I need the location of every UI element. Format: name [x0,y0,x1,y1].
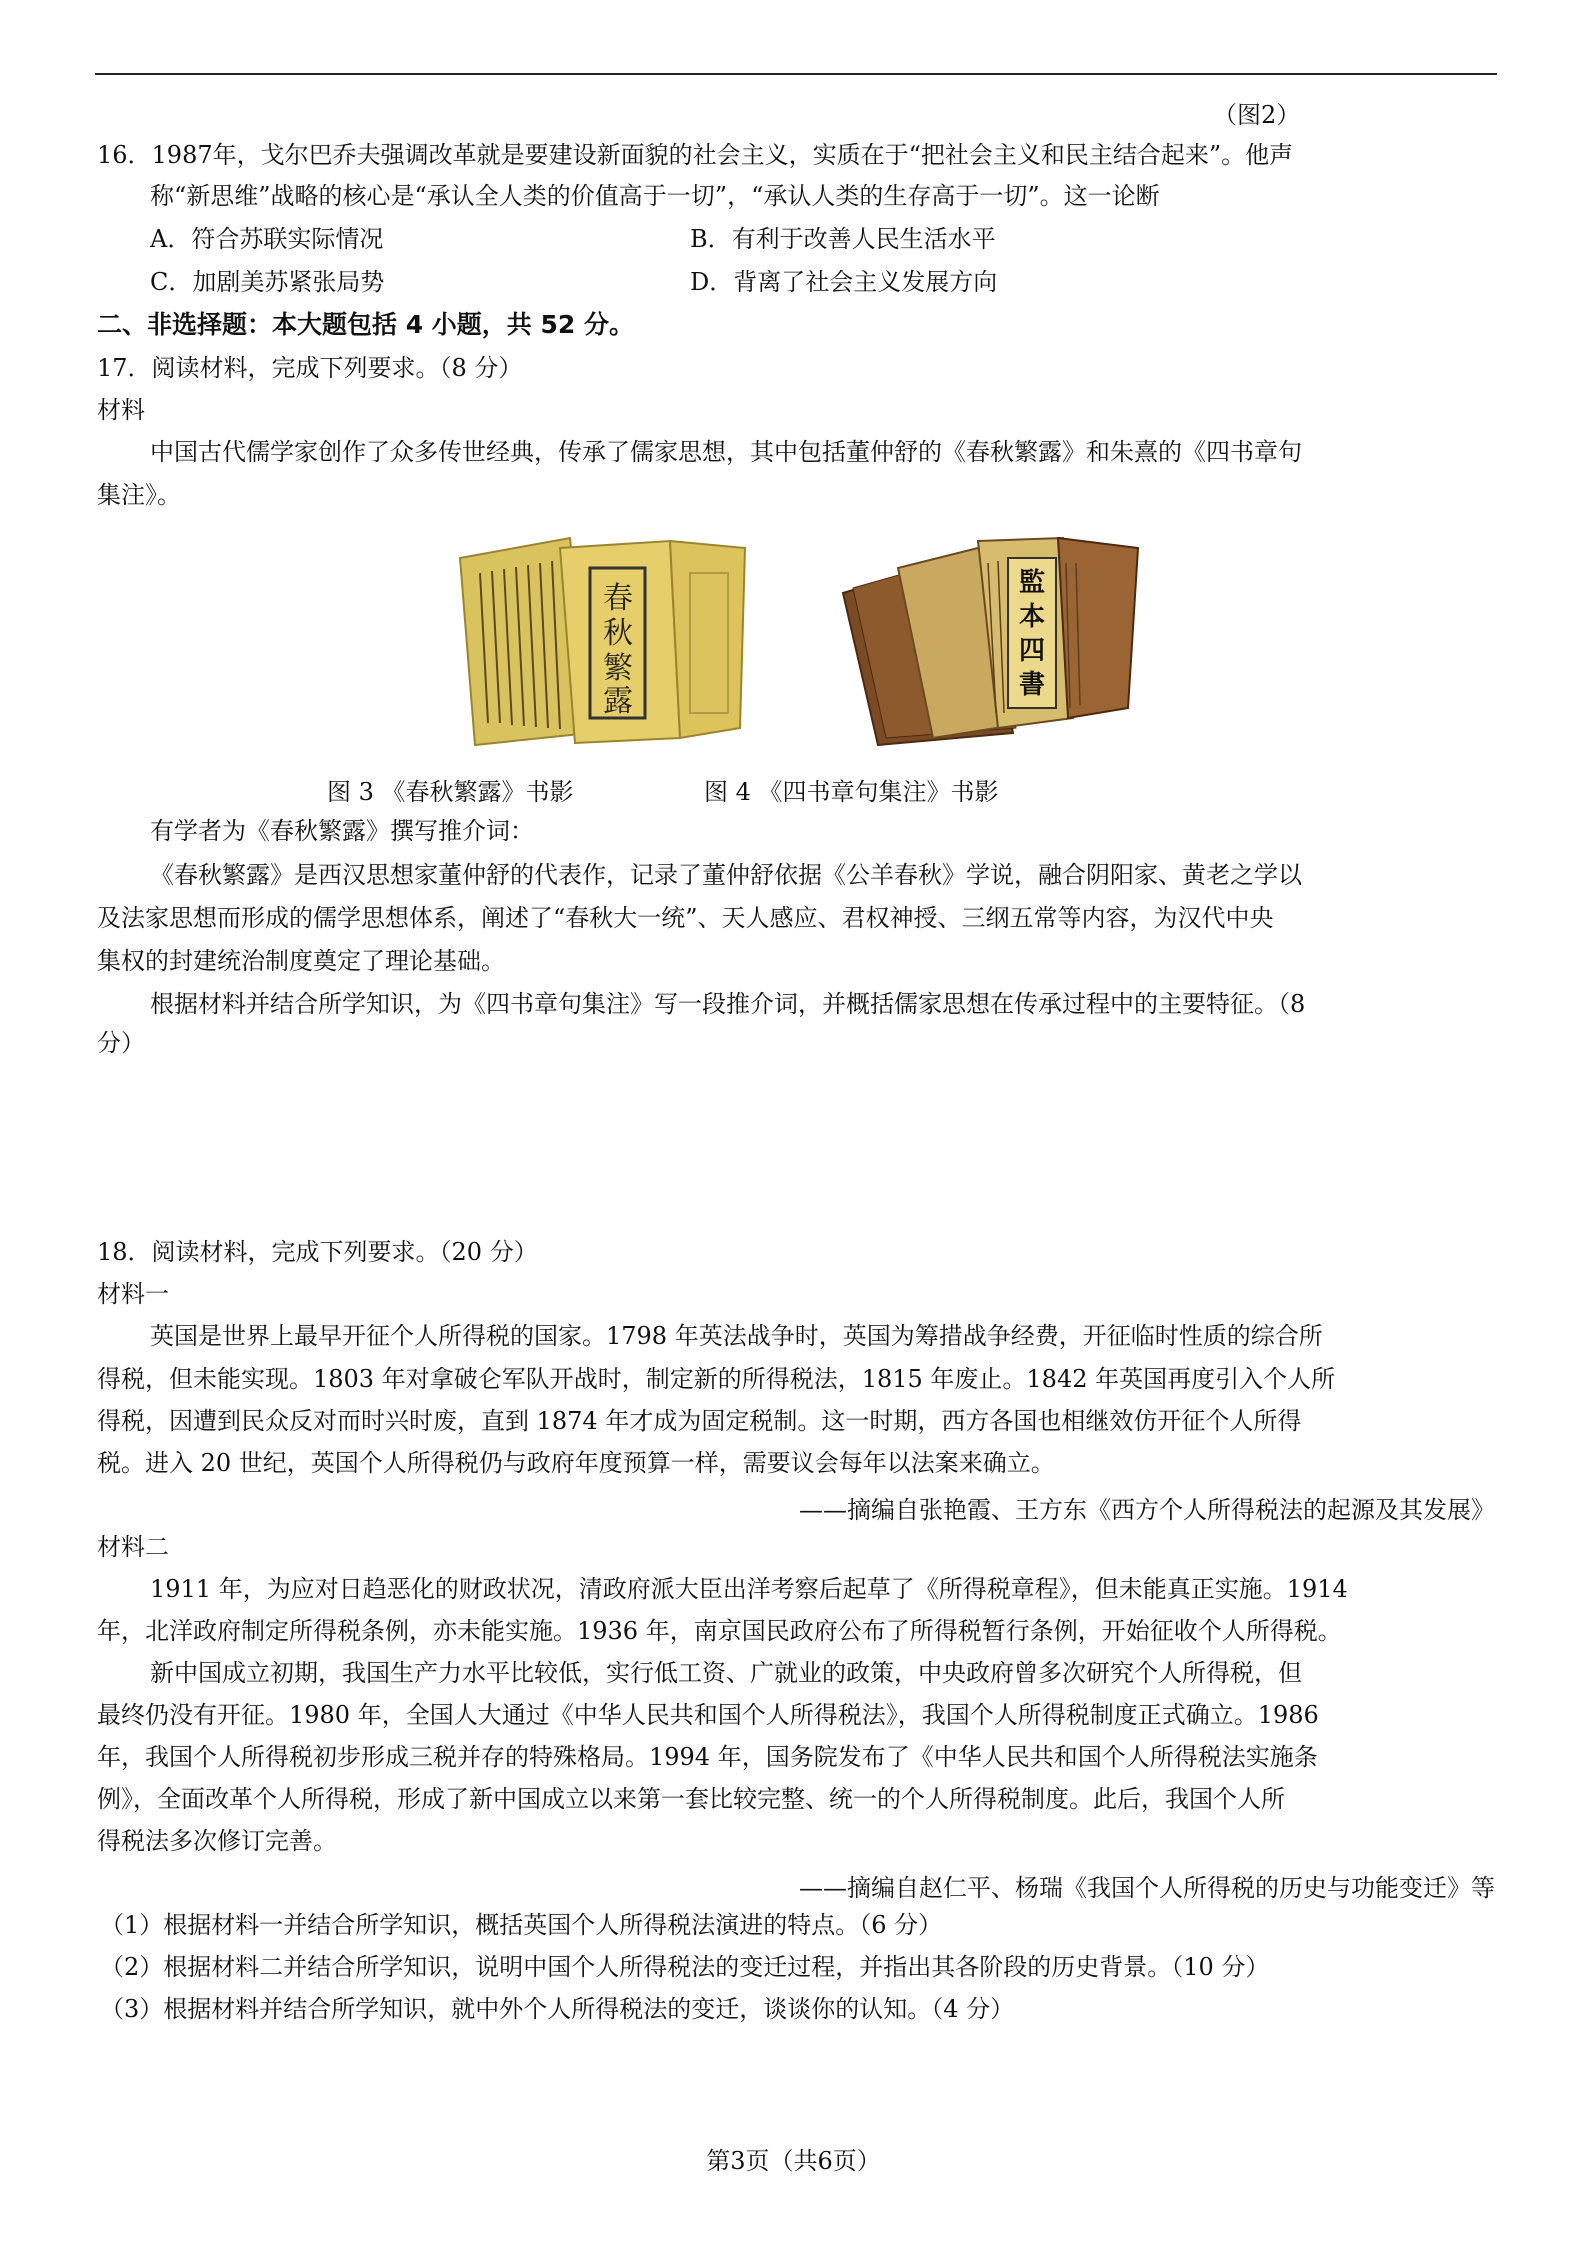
book2-title-char3: 四 [1018,636,1046,666]
book2-title-char1: 監 [1018,568,1046,598]
q18-subquestion-2: （2）根据材料二并结合所学知识，说明中国个人所得税法的变迁过程，并指出其各阶段的历史背景。（10 分） [100,1953,1270,1981]
q17-material-p3-line3: 集权的封建统治制度奠定了理论基础。 [97,947,505,975]
q18-material2-label: 材料二 [97,1533,169,1561]
q17-material-p1-line1: 中国古代儒学家创作了众多传世经典，传承了儒家思想，其中包括董仲舒的《春秋繁露》和朱熹的《四书章句 [150,438,1302,466]
q18-material2-p2-line3: 年，我国个人所得税初步形成三税并存的特殊格局。1994 年，国务院发布了《中华人民共和国个人所得税法实施条 [97,1743,1318,1771]
q16-option-c: C．加剧美苏紧张局势 [150,268,385,296]
top-rule [95,73,1497,75]
fig2-caption: （图2） [1213,101,1301,129]
chunqiu-fanlu-book-photo [440,533,755,748]
q18-material2-p2-line5: 得税法多次修订完善。 [97,1827,337,1855]
q18-material2-p2-line4: 例》，全面改革个人所得税，形成了新中国成立以来第一套比较完整、统一的个人所得税制度。此后，我国个人所 [97,1785,1285,1813]
q18-material2-p1-line1: 1911 年，为应对日趋恶化的财政状况，清政府派大臣出洋考察后起草了《所得税章程》，但未能真正实施。1914 [150,1575,1348,1603]
q16-option-a: A．符合苏联实际情况 [150,225,384,253]
fig3-caption: 图 3 《春秋繁露》书影 [327,778,574,806]
section-2-title: 二、非选择题：本大题包括 4 小题，共 52 分。 [97,310,635,339]
book1-title-char1: 春 [603,581,633,616]
fig4-caption: 图 4 《四书章句集注》书影 [704,778,999,806]
q17-material-p3-line1: 《春秋繁露》是西汉思想家董仲舒的代表作，记录了董仲舒依据《公羊春秋》学说，融合阴阳家、黄老之学以 [150,861,1302,889]
q16-stem-line2: 称“新思维”战略的核心是“承认全人类的价值高于一切”，“承认人类的生存高于一切”。这一论断 [150,182,1160,210]
q18-stem: 18．阅读材料，完成下列要求。（20 分） [97,1238,538,1266]
q18-material1-line3: 得税，因遭到民众反对而时兴时废，直到 1874 年才成为固定税制。这一时期，西方各国也相继效仿开征个人所得 [97,1407,1302,1435]
q18-subquestion-3: （3）根据材料并结合所学知识，就中外个人所得税法的变迁，谈谈你的认知。（4 分） [100,1995,1015,2023]
q17-material-label: 材料 [97,396,145,424]
page-number-footer: 第3页（共6页） [706,2147,881,2175]
book2-title-char4: 書 [1018,670,1046,700]
q16-stem-line1: 16．1987年，戈尔巴乔夫强调改革就是要建设新面貌的社会主义，实质在于“把社会主义和民主结合起来”。他声 [97,141,1294,169]
q17-material-p2: 有学者为《春秋繁露》撰写推介词： [150,817,534,845]
sishu-zhangju-jizhu-book-photo [838,533,1153,748]
q18-material2-source: ——摘编自赵仁平、杨瑞《我国个人所得税的历史与功能变迁》等 [799,1874,1495,1902]
q18-material1-line4: 税。进入 20 世纪，英国个人所得税仍与政府年度预算一样，需要议会每年以法案来确立。 [97,1449,1055,1477]
book1-title-char4: 露 [603,684,633,719]
book1-title-char2: 秋 [603,616,633,651]
q18-material1-source: ——摘编自张艳霞、王方东《西方个人所得税法的起源及其发展》 [799,1496,1495,1524]
q16-option-b: B．有利于改善人民生活水平 [690,225,996,253]
q17-material-p3-line2: 及法家思想而形成的儒学思想体系，阐述了“春秋大一统”、天人感应、君权神授、三纲五常等内容，为汉代中央 [97,904,1274,932]
q18-material2-p1-line2: 年，北洋政府制定所得税条例，亦未能实施。1936 年，南京国民政府公布了所得税暂行条例，开始征收个人所得税。 [97,1617,1342,1645]
q17-task-line1: 根据材料并结合所学知识，为《四书章句集注》写一段推介词，并概括儒家思想在传承过程中的主要特征。（8 [150,990,1306,1018]
q18-material1-line1: 英国是世界上最早开征个人所得税的国家。1798 年英法战争时，英国为筹措战争经费，开征临时性质的综合所 [150,1322,1323,1350]
q18-material2-p2-line1: 新中国成立初期，我国生产力水平比较低，实行低工资、广就业的政策，中央政府曾多次研究个人所得税，但 [150,1659,1302,1687]
q18-material2-p2-line2: 最终仍没有开征。1980 年，全国人大通过《中华人民共和国个人所得税法》，我国个人所得税制度正式确立。1986 [97,1701,1319,1729]
q17-task-line2: 分） [97,1029,145,1057]
book1-title-char3: 繁 [603,651,633,686]
q18-material1-label: 材料一 [97,1280,169,1308]
q18-material1-line2: 得税，但未能实现。1803 年对拿破仑军队开战时，制定新的所得税法，1815 年废止。1842 年英国再度引入个人所 [97,1365,1336,1393]
q18-subquestion-1: （1）根据材料一并结合所学知识，概括英国个人所得税法演进的特点。（6 分） [100,1911,943,1939]
q16-option-d: D．背离了社会主义发展方向 [690,268,998,296]
q17-stem: 17．阅读材料，完成下列要求。（8 分） [97,354,523,382]
book2-title-char2: 本 [1018,602,1046,632]
q17-material-p1-line2: 集注》。 [97,481,181,509]
